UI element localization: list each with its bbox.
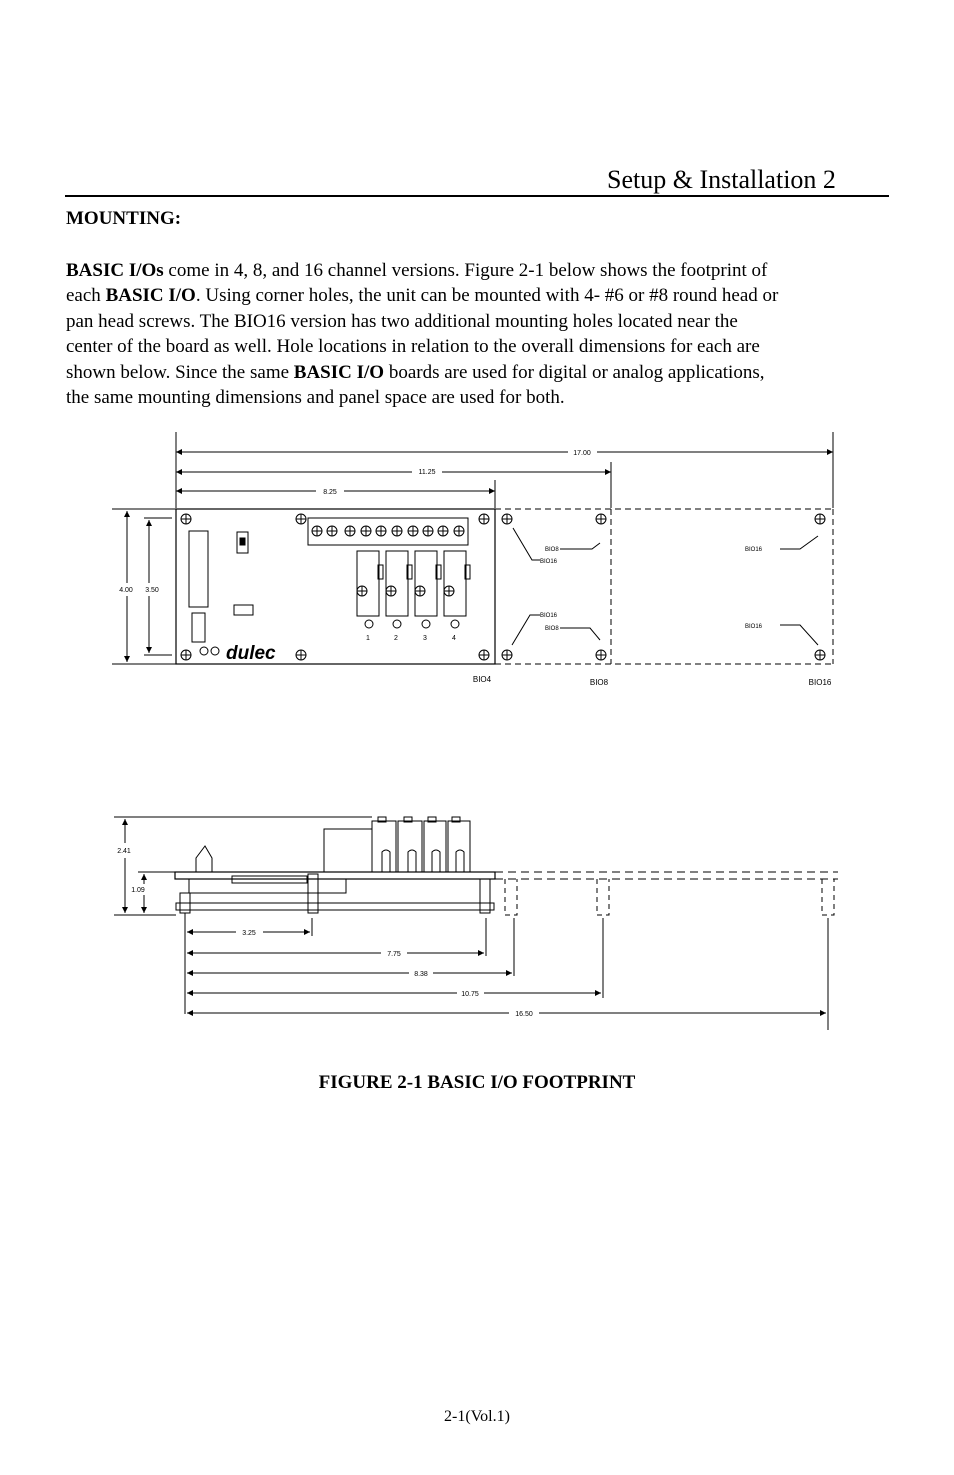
text-run: . Using corner holes, the unit can be mounted with 4- #6 or #8 round head or (195, 285, 779, 307)
text-run: each (66, 285, 106, 307)
dim-label: 4.00 (119, 587, 133, 594)
channel-label: 2 (394, 635, 398, 642)
section-heading: MOUNTING: (66, 208, 182, 229)
board-label-bio4: BIO4 (472, 675, 492, 684)
dim-label: 1.09 (131, 887, 145, 894)
body-line-4: center of the board as well. Hole locations in relation to the overall dimensions for each are (66, 336, 760, 358)
dim-label: 8.25 (323, 489, 337, 496)
text-run: shown below. Since the same (66, 361, 294, 383)
dim-label: 16.50 (515, 1011, 533, 1018)
channel-label: 4 (452, 635, 456, 642)
page-header-title: Setup & Installation 2 (607, 165, 836, 194)
dim-label: 10.75 (461, 991, 479, 998)
board-label-bio8: BIO8 (589, 678, 609, 687)
body-line-3: pan head screws. The BIO16 version has two additional mounting holes located near the (66, 310, 738, 332)
bold-term: BASIC I/O (293, 361, 385, 383)
channel-label: 1 (366, 635, 370, 642)
dim-label: 11.25 (418, 469, 436, 476)
mounting-holes (181, 514, 825, 660)
text-run: come in 4, 8, and 16 channel versions. Figure 2-1 below shows the footprint of (163, 260, 768, 281)
dim-label: 8.38 (414, 971, 428, 978)
text-run: boards are used for digital or analog applications, (384, 361, 765, 383)
dutec-logo: dulec (226, 643, 276, 664)
dim-label: 17.00 (573, 450, 591, 457)
callout-label: BIO8 (545, 547, 559, 553)
dim-label: 7.75 (387, 951, 401, 958)
callout-label: BIO16 (540, 613, 558, 619)
terminal-screws (312, 526, 464, 536)
board-label-bio16: BIO16 (808, 678, 832, 687)
body-line-6: the same mounting dimensions and panel space are used for both. (66, 387, 565, 409)
dim-label: 3.50 (145, 587, 159, 594)
callout-label: BIO16 (745, 547, 763, 553)
top-view (112, 432, 833, 664)
bold-term: BASIC I/O (105, 285, 196, 307)
dim-label: 2.41 (117, 848, 131, 855)
channel-label: 3 (423, 635, 427, 642)
callout-label: BIO16 (745, 624, 763, 630)
side-view (114, 817, 838, 1030)
callout-label: BIO16 (540, 559, 558, 565)
page-number: 2-1(Vol.1) (444, 1408, 510, 1425)
callout-label: BIO8 (545, 626, 559, 632)
bold-term: BASIC I/Os (66, 260, 164, 281)
dim-label: 3.25 (242, 930, 256, 937)
figure-caption: FIGURE 2-1 BASIC I/O FOOTPRINT (318, 1072, 636, 1093)
relay-pins (357, 586, 454, 596)
